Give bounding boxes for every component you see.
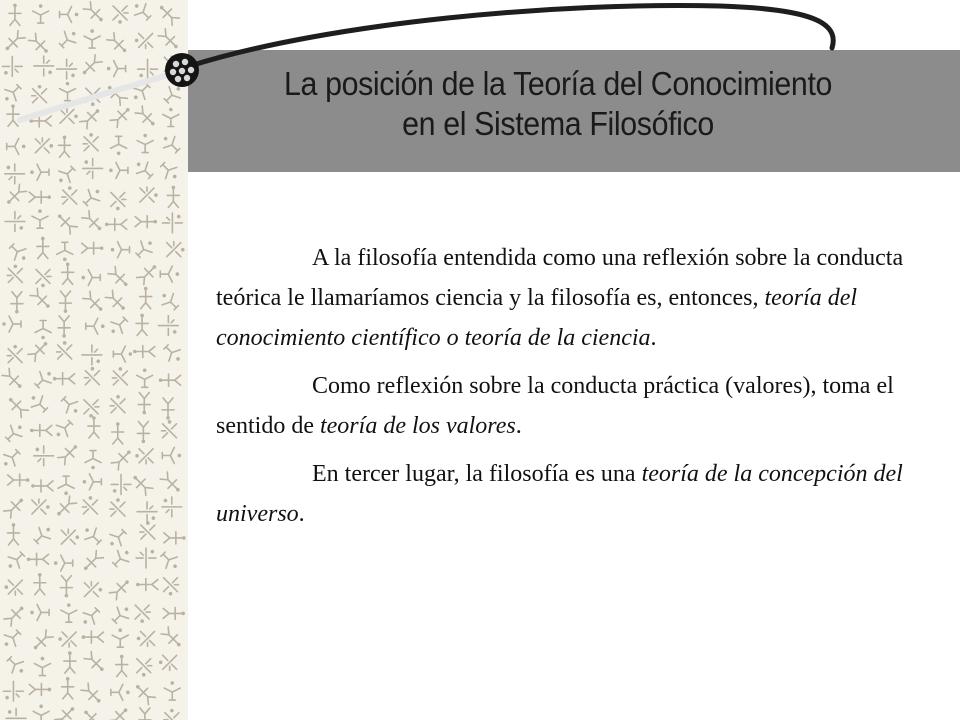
italic-text: teoría del conocimiento científico o teoría de la ciencia: [216, 285, 858, 351]
title-line-2: en el Sistema Filosófico: [402, 105, 714, 142]
dotted-sphere-icon: [165, 53, 199, 87]
swoosh-tail-icon: [20, 74, 172, 120]
body-paragraph: [216, 454, 948, 534]
text-segment: .: [650, 325, 657, 351]
text-segment: .: [515, 413, 522, 439]
text-segment: .: [298, 501, 305, 527]
slide-title: [218, 64, 899, 144]
swoosh-arc-icon: [190, 6, 833, 67]
body-paragraph: [216, 366, 948, 446]
title-line-1: La posición de la Teoría del Conocimiento: [283, 65, 833, 102]
text-segment: En tercer lugar, la filosofía es una: [312, 461, 642, 487]
text-segment: A la filosofía entendida como una reflexión sobre la conducta teórica le llamaríamos ciencia y la filosofía es, entonces,: [216, 245, 904, 311]
italic-text: teoría de la concepción del universo: [216, 461, 903, 527]
italic-text: teoría de los valores: [319, 413, 516, 439]
slide-body: [216, 238, 948, 542]
body-paragraph: [216, 238, 948, 358]
text-segment: Como reflexión sobre la conducta práctica (valores), toma el sentido de: [216, 373, 894, 439]
